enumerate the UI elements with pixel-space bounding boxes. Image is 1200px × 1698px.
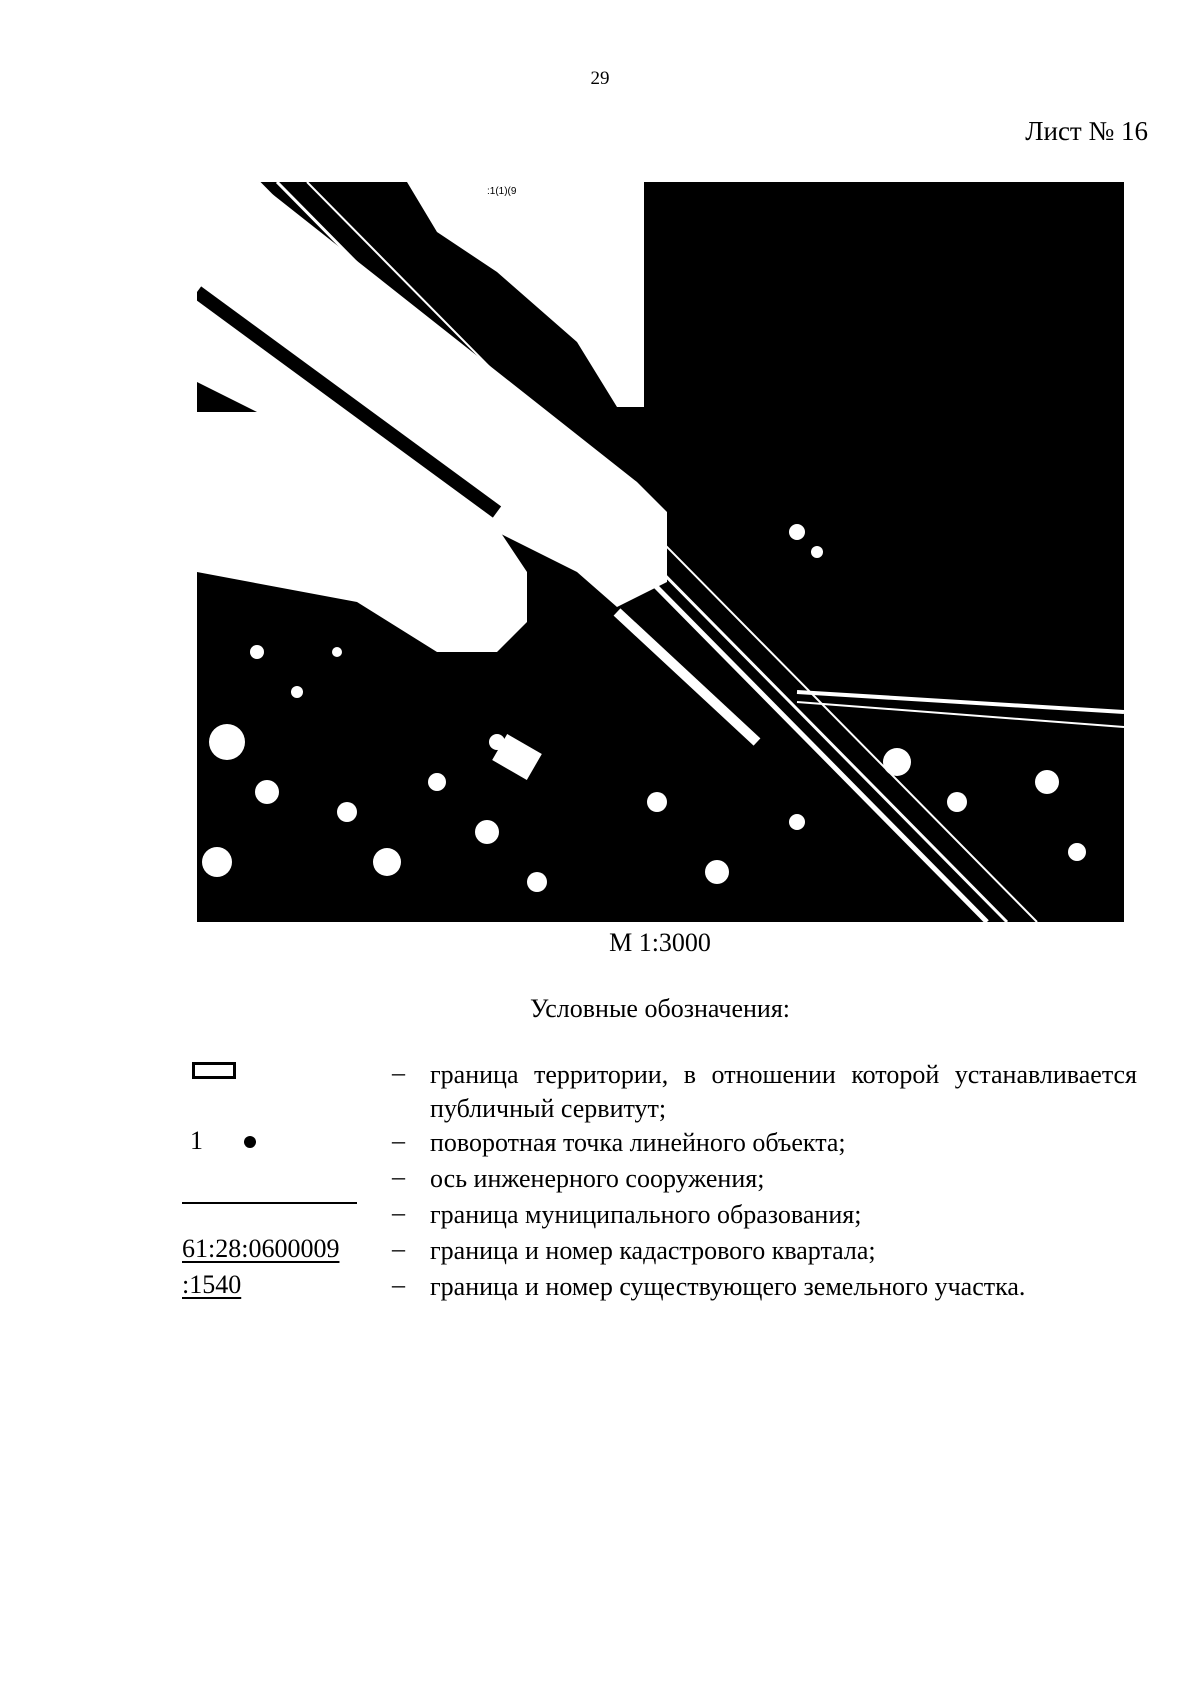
dash: –	[392, 1270, 405, 1299]
aerial-map	[197, 182, 1124, 922]
sheet-label: Лист № 16	[1025, 116, 1148, 146]
dash: –	[392, 1234, 405, 1263]
dash: –	[392, 1198, 405, 1227]
map-label-1: :1617(2)	[205, 219, 243, 230]
legend-text: граница территории, в отношении которой устанавливается публичный сервитут;	[430, 1060, 1137, 1123]
line-symbol	[182, 1202, 357, 1204]
page-number: 29	[590, 68, 610, 89]
rectangle-symbol	[192, 1062, 236, 1079]
point-number: 1	[190, 1126, 203, 1155]
dash: –	[392, 1162, 405, 1191]
map-label-2: :1(1)(9	[487, 186, 517, 197]
map-scale: М 1:3000	[609, 928, 711, 957]
legend-text: граница и номер существующего земельного участка.	[430, 1272, 1026, 1301]
legend-title: Условные обозначения:	[529, 994, 791, 1023]
quarter-number: 61:28:0600009	[182, 1234, 340, 1263]
parcel-number: :1540	[182, 1270, 242, 1299]
dash: –	[392, 1058, 405, 1087]
legend-text: поворотная точка линейного объекта;	[430, 1128, 846, 1157]
legend-text: граница муниципального образования;	[430, 1200, 862, 1229]
aerial-map-image	[197, 182, 1124, 922]
dot-symbol	[244, 1136, 256, 1148]
legend-text: граница и номер кадастрового квартала;	[430, 1236, 876, 1265]
legend-text: ось инженерного сооружения;	[430, 1164, 765, 1193]
dash: –	[392, 1126, 405, 1155]
